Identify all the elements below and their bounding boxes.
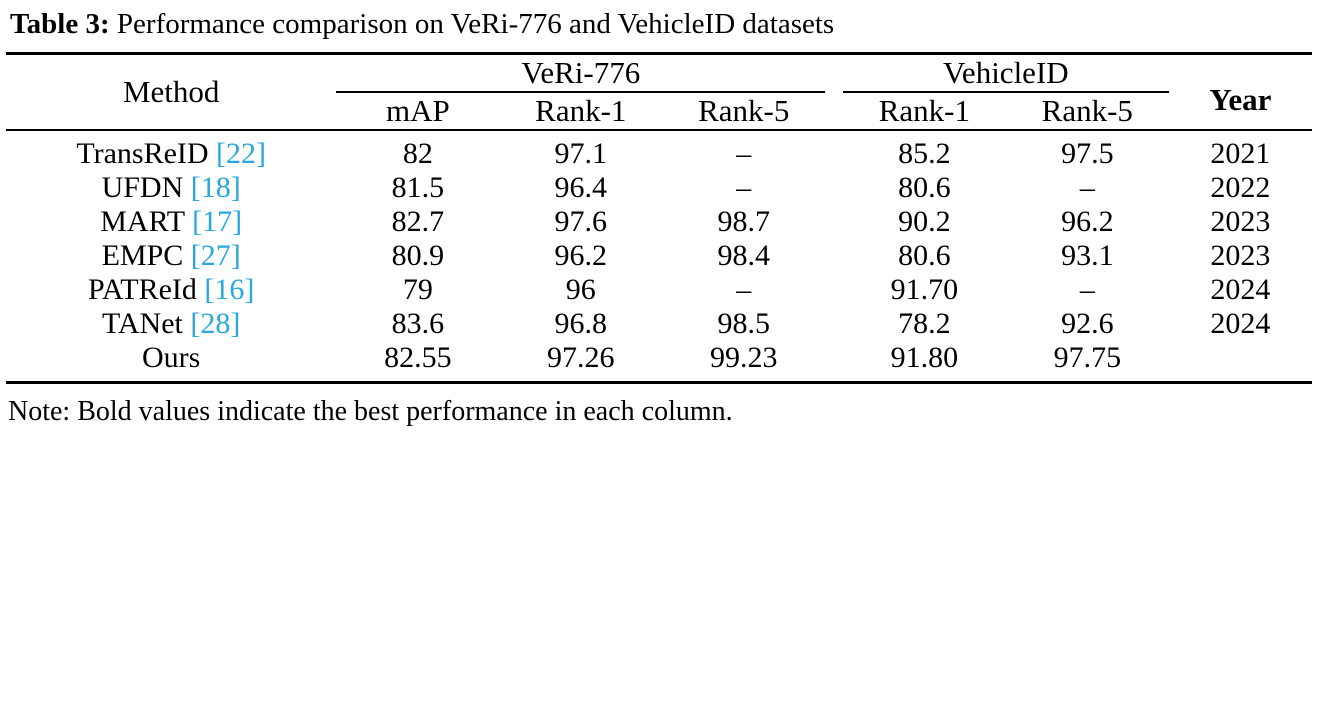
- method-name: UFDN: [101, 171, 184, 205]
- header-veri-rank1: Rank-1: [535, 93, 627, 129]
- bottom-spacer: [6, 375, 1312, 383]
- cell-vid-rank1: 90.2: [898, 205, 951, 239]
- cell-veri-map: 82.55: [384, 341, 452, 375]
- cell-gap: [825, 273, 843, 307]
- cell-gap: [825, 171, 843, 205]
- cell-veri-rank5: 98.4: [717, 239, 771, 273]
- cell-veri-rank1: 97.26: [547, 341, 615, 375]
- table-row: [6, 171, 1312, 205]
- caption-label: Table 3:: [10, 8, 110, 40]
- cell-vid-rank1: 91.80: [890, 341, 959, 375]
- cell-gap: [825, 307, 843, 341]
- method-reference[interactable]: [27]: [190, 239, 241, 273]
- cell-year: 2022: [1210, 171, 1271, 205]
- cell-vid-rank1: 85.2: [898, 137, 951, 171]
- header-vid-rank5: Rank-5: [1041, 93, 1133, 129]
- cell-vid-rank5: 97.75: [1053, 341, 1122, 375]
- row-method: [6, 205, 336, 239]
- method-reference[interactable]: [16]: [204, 273, 255, 307]
- cell-veri-map: 82.7: [391, 205, 445, 239]
- row-method: [6, 307, 336, 341]
- table-caption: [6, 0, 1312, 52]
- cell-veri-map: 81.5: [391, 171, 445, 205]
- method-name: PATReId: [87, 273, 197, 307]
- cell-vid-rank5: 97.5: [1061, 137, 1114, 171]
- method-name: MART: [100, 205, 185, 239]
- cell-veri-map: 83.6: [391, 307, 445, 341]
- table-row: [6, 205, 1312, 239]
- cell-veri-rank5: –: [736, 137, 752, 171]
- row-method: [6, 137, 336, 171]
- header-veri-map: mAP: [385, 93, 450, 129]
- cell-veri-rank5: 98.7: [717, 205, 771, 239]
- cell-year: 2024: [1210, 307, 1271, 341]
- cell-veri-rank1: 96.4: [554, 171, 608, 205]
- cell-gap: [825, 239, 843, 273]
- cell-veri-rank1: 96.8: [554, 307, 608, 341]
- cell-vid-rank1: 91.70: [890, 273, 959, 307]
- header-group-vehicleid: VehicleID: [843, 55, 1169, 92]
- table-row-ours: [6, 341, 1312, 375]
- group-header-row: [6, 55, 1312, 92]
- header-veri-rank5: Rank-5: [698, 93, 790, 129]
- row-method: [6, 239, 336, 273]
- cell-veri-map: 80.9: [391, 239, 445, 273]
- table-row: [6, 307, 1312, 341]
- cell-veri-rank1: 96: [565, 273, 596, 307]
- header-year: Year: [1209, 82, 1272, 118]
- cell-vid-rank5: 93.1: [1061, 239, 1114, 273]
- method-reference[interactable]: [22]: [216, 137, 267, 171]
- cell-veri-rank5: 99.23: [710, 341, 778, 375]
- row-method: [6, 273, 336, 307]
- performance-table: [6, 52, 1312, 384]
- cell-veri-rank5: –: [736, 171, 752, 205]
- table-row: [6, 239, 1312, 273]
- method-name: TANet: [101, 307, 183, 341]
- subheader-gap: [825, 92, 843, 130]
- cell-year: 2023: [1210, 205, 1271, 239]
- cell-year: 2024: [1210, 273, 1271, 307]
- cell-veri-rank1: 96.2: [554, 239, 608, 273]
- cell-veri-rank1: 97.1: [554, 137, 608, 171]
- cell-vid-rank5: 92.6: [1061, 307, 1114, 341]
- method-reference[interactable]: [17]: [192, 205, 243, 239]
- cell-vid-rank1: 78.2: [898, 307, 951, 341]
- header-gap: [825, 55, 843, 92]
- cell-vid-rank1: 80.6: [898, 239, 951, 273]
- caption-text: Performance comparison on VeRi-776 and VehicleID datasets: [116, 8, 835, 40]
- method-name: TransReID: [76, 137, 209, 171]
- cell-veri-rank1: 97.6: [554, 205, 608, 239]
- cell-year: [1169, 341, 1312, 375]
- cell-vid-rank5: 96.2: [1061, 205, 1114, 239]
- header-vid-rank1: Rank-1: [878, 93, 970, 129]
- table-note: Note: Bold values indicate the best performance in each column.: [8, 396, 733, 428]
- cell-gap: [825, 341, 843, 375]
- table-row: [6, 273, 1312, 307]
- cell-veri-map: 82: [402, 137, 433, 171]
- method-reference[interactable]: [28]: [190, 307, 241, 341]
- cell-vid-rank5: –: [1079, 171, 1095, 205]
- table-row: [6, 137, 1312, 171]
- cell-gap: [825, 205, 843, 239]
- row-method: [6, 341, 336, 375]
- cell-vid-rank1: 80.6: [898, 171, 951, 205]
- header-group-veri776: VeRi-776: [336, 55, 825, 92]
- cell-gap: [825, 137, 843, 171]
- method-name: EMPC: [101, 239, 184, 273]
- cell-year: 2021: [1210, 137, 1271, 171]
- method-reference[interactable]: [18]: [190, 171, 241, 205]
- cell-veri-map: 79: [402, 273, 433, 307]
- cell-veri-rank5: 98.5: [717, 307, 771, 341]
- cell-veri-rank5: –: [736, 273, 752, 307]
- method-name: Ours: [142, 341, 201, 375]
- row-method: [6, 171, 336, 205]
- cell-year: 2023: [1210, 239, 1271, 273]
- header-method: Method: [122, 74, 220, 110]
- cell-vid-rank5: –: [1079, 273, 1095, 307]
